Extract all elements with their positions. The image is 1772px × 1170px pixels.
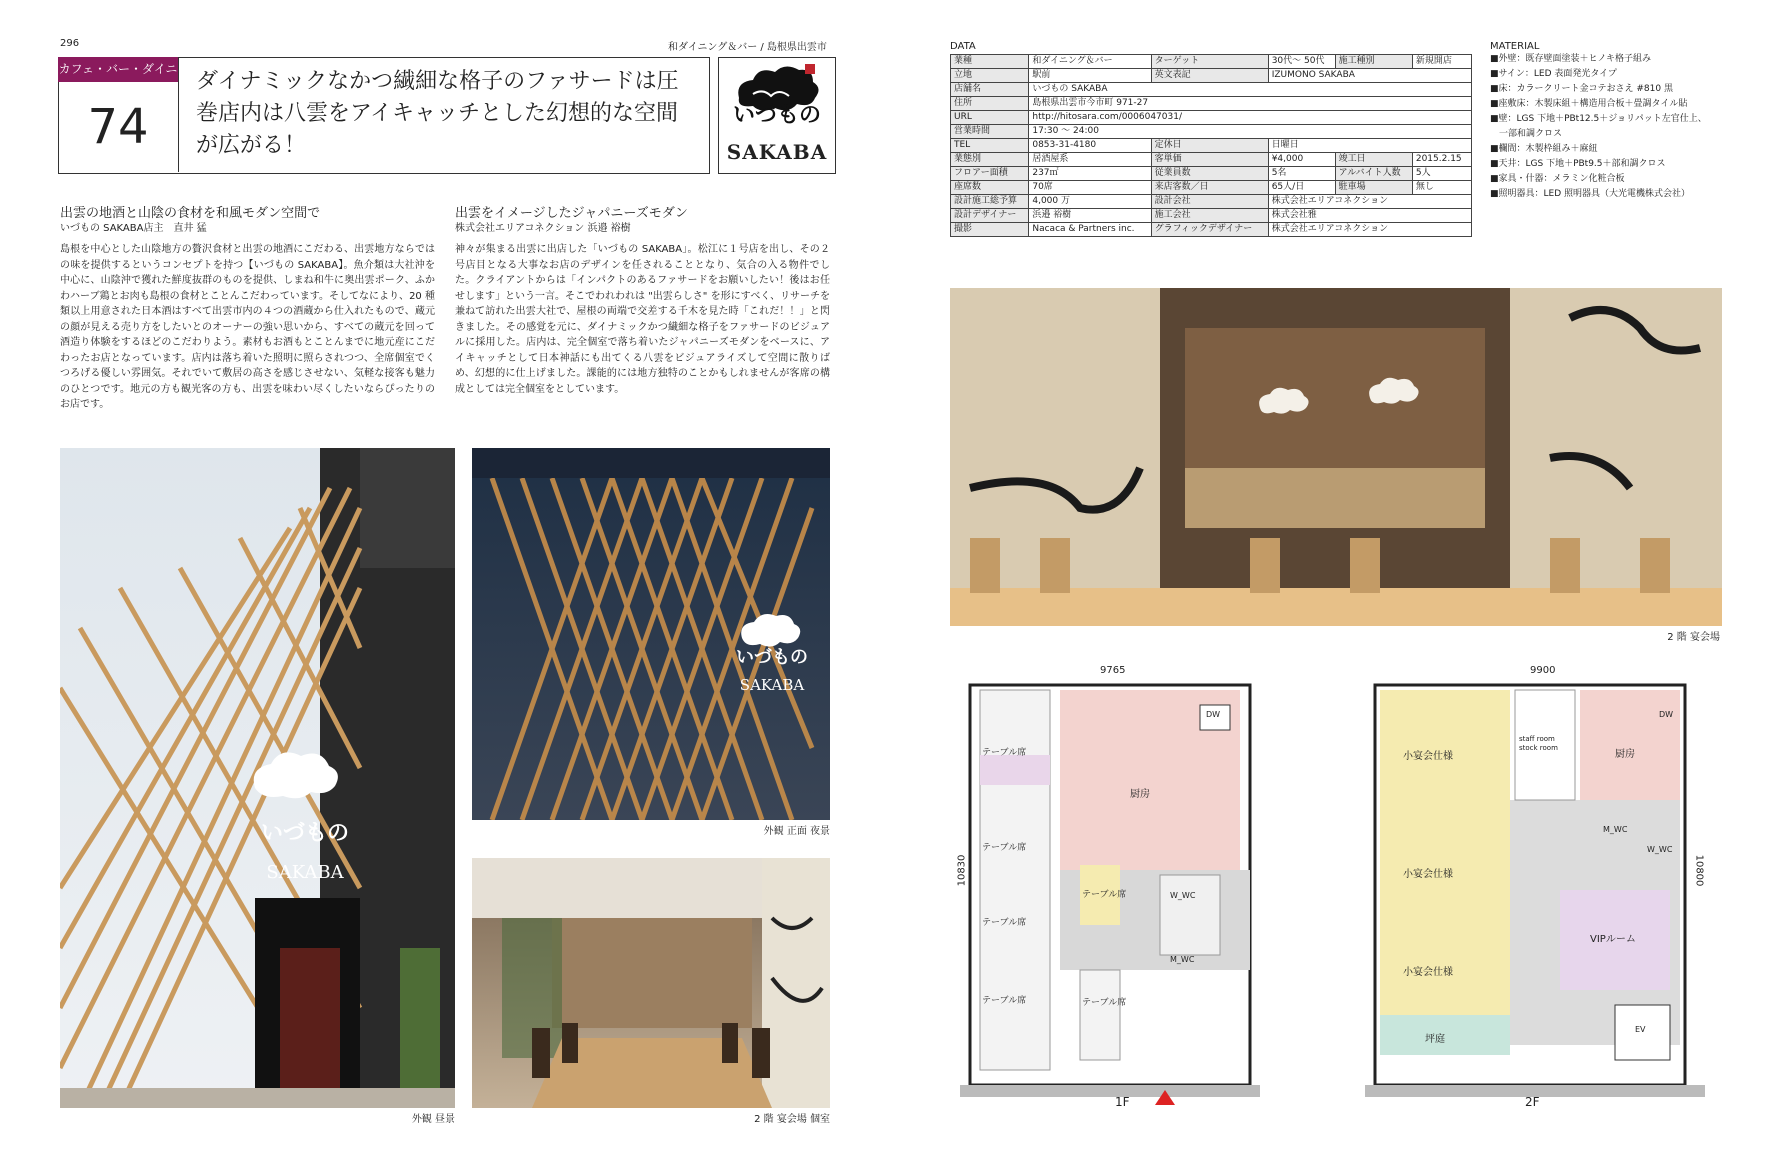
plan-1f-floor-label: 1F xyxy=(1115,1095,1130,1109)
data-table-label: TEL xyxy=(951,139,1029,153)
data-table-value: 駅前 xyxy=(1029,69,1151,83)
cloud-logo-icon xyxy=(719,58,835,138)
plan-1f-room-mwc: M_WC xyxy=(1170,955,1195,964)
plan-2f-room-1: 小宴会仕様 xyxy=(1403,751,1453,762)
data-table-label: ターゲット xyxy=(1151,55,1268,69)
shop-logo xyxy=(718,57,836,174)
data-table-label: 撮影 xyxy=(951,223,1029,237)
floor-plan-1f xyxy=(956,665,1260,1115)
data-table-value: 日曜日 xyxy=(1268,139,1471,153)
plan-2f-room-garden: 坪庭 xyxy=(1425,1034,1445,1045)
svg-text:いづもの: いづもの xyxy=(736,647,808,668)
data-table-value: http://hitosara.com/0006047031/ xyxy=(1029,111,1472,125)
title-divider xyxy=(178,57,179,172)
plan-2f-room-ev: EV xyxy=(1635,1025,1646,1034)
data-table-row xyxy=(951,55,1472,69)
data-table-value: IZUMONO SAKABA xyxy=(1268,69,1471,83)
category-label: カフェ・バー・ダイニング xyxy=(58,57,178,82)
data-table-label: 竣工日 xyxy=(1335,153,1412,167)
material-item: ■床：カラークリート金コテおさえ #810 黒 xyxy=(1490,84,1673,94)
data-table-value: 島根県出雲市今市町 971-27 xyxy=(1029,97,1472,111)
running-head: 和ダイニング＆バー / 島根県出雲市 xyxy=(668,42,827,53)
data-table-label: 店舗名 xyxy=(951,83,1029,97)
photo-interior-banquet xyxy=(950,288,1722,626)
data-table-value: 株式会社雅 xyxy=(1268,209,1471,223)
svg-text:いづもの: いづもの xyxy=(260,820,350,846)
data-table-value: 株式会社エリアコネクション xyxy=(1268,195,1471,209)
data-table-row xyxy=(951,195,1472,209)
data-table-row xyxy=(951,69,1472,83)
col2-subtitle: 出雲をイメージしたジャパニーズモダン xyxy=(455,206,688,221)
data-table-label: 設計施工総予算 xyxy=(951,195,1029,209)
col2-body: 神々が集まる出雲に出店した「いづもの SAKABA」。松江に１号店を出し、その２号店目となる大事なお店のデザインを任されることとなり、気合の入る物件でした。クライアントからは「インパクトのあるファサードをお願いしたい！後はお任せします」という一言。そこでわれわれは "出雲らしさ" を形にすべく、リサーチを兼ねて訪れた出雲大社で、屋根の両端で交差する千木を見た時「これだ！！」と閃きました。その感覚を元に、ダイナミックかつ繊細な格子をファサードのビジュアルに採用した。店内は、完全個室で落ち着いたジャパニーズモダンをベースに、アイキャッチとして日本神話にも出てくる八雲をビジュアライズして空間に散りばめ、幻想的に仕上げました。課能的には地方独特のことかもしれませんが客席の構成としては完全個室をとしています。 xyxy=(455,244,830,395)
data-table-row xyxy=(951,125,1472,139)
data-table-row xyxy=(951,167,1472,181)
plan-1f-room-dw: DW xyxy=(1206,710,1221,719)
material-item: ■欄間：木製枠組み＋麻紐 xyxy=(1490,144,1598,154)
photo-private-room xyxy=(472,858,830,1108)
floor-plan-2f xyxy=(1365,665,1720,1115)
caption-front-night: 外観 正面 夜景 xyxy=(763,826,830,837)
data-heading: DATA xyxy=(950,41,976,52)
data-table-label: 座席数 xyxy=(951,181,1029,195)
plan-2f-room-wwc: W_WC xyxy=(1647,845,1673,854)
plan-2f-room-vip: VIPルーム xyxy=(1590,934,1636,945)
data-table-value: 2015.2.15 xyxy=(1412,153,1471,167)
photo-exterior-day xyxy=(60,448,455,1108)
plan-1f-width-dim: 9765 xyxy=(1100,665,1126,676)
data-table-value: 0853-31-4180 xyxy=(1029,139,1151,153)
data-table-row xyxy=(951,139,1472,153)
plan-1f-room-3: テーブル席 xyxy=(982,918,1027,928)
data-table-label: 住所 xyxy=(951,97,1029,111)
plan-1f-room-kitchen: 厨房 xyxy=(1130,789,1150,800)
data-table-label: 業種 xyxy=(951,55,1029,69)
data-table-row xyxy=(951,83,1472,97)
plan-1f-room-wwc: W_WC xyxy=(1170,891,1196,900)
data-table-row xyxy=(951,97,1472,111)
data-table-row xyxy=(951,111,1472,125)
data-table-label: 設計会社 xyxy=(1151,195,1268,209)
data-table-label: 施工会社 xyxy=(1151,209,1268,223)
caption-interior-banquet: 2 階 宴会場 xyxy=(1667,632,1720,643)
data-table-value: 株式会社エリアコネクション xyxy=(1268,223,1471,237)
plan-1f-height-dim: 10830 xyxy=(956,854,968,887)
caption-exterior-day: 外観 昼景 xyxy=(411,1114,455,1125)
data-table-value: ¥4,000 xyxy=(1268,153,1335,167)
plan-2f-room-staff: staff room stock room xyxy=(1519,735,1558,752)
col1-subtitle: 出雲の地酒と山陰の食材を和風モダン空間で xyxy=(60,206,321,221)
data-table-value: いづもの SAKABA xyxy=(1029,83,1472,97)
data-table-label: 従業員数 xyxy=(1151,167,1268,181)
data-table-label: 設計デザイナー xyxy=(951,209,1029,223)
logo-line2: SAKABA xyxy=(726,140,828,164)
col1-body: 島根を中心とした山陰地方の贅沢食材と出雲の地酒にこだわる、出雲地方ならではの味を提供するというコンセプトを持つ【いづもの SAKABA】。魚介類は大社沖を中心に、山陰沖で獲れた鮮度抜群のものを提供、しまね和牛に奥出雲ポーク、ふかわハーブ鶏とお肉も島根の食材とことんこだわっています。そしてなにより、20 種類以上用意された日本酒はすべて出雲市内の４つの酒蔵から仕入れたもので、蔵元の顔が見える売り方をしたいとのオーナーの強い思いから、すべての蔵元を回って酒造り体験をするほどのこだわりよう。素材もお酒もとことんまでに地元産にこだわったお店となっています。店内は落ち着いた照明に照らされつつ、全席個室でくつろげる優しい雰囲気。それでいて敷居の高さを感じさせない、気軽な接客も魅力のひとつです。地元の方も観光客の方も、出雲を味わい尽くしたいならぴったりのお店です。 xyxy=(60,244,435,410)
plan-2f-room-mwc: M_WC xyxy=(1603,825,1628,834)
data-table-value: 70席 xyxy=(1029,181,1151,195)
col1-byline: いづもの SAKABA店主 直井 猛 xyxy=(60,223,207,234)
material-item: 一部和調クロス xyxy=(1490,129,1563,139)
plan-2f-room-dw: DW xyxy=(1659,710,1674,719)
plan-2f-width-dim: 9900 xyxy=(1530,665,1556,676)
data-table-value: 新規開店 xyxy=(1412,55,1471,69)
data-table-label: 施工種別 xyxy=(1335,55,1412,69)
data-table-value: 浜邉 裕樹 xyxy=(1029,209,1151,223)
data-table-value: 居酒屋系 xyxy=(1029,153,1151,167)
data-table-label: 来店客数／日 xyxy=(1151,181,1268,195)
caption-private-room: 2 階 宴会場 個室 xyxy=(754,1114,830,1125)
article-number: 74 xyxy=(87,99,149,155)
material-item: ■外壁：既存壁面塗装＋ヒノキ格子組み xyxy=(1490,54,1652,64)
data-table-label: 駐車場 xyxy=(1335,181,1412,195)
plan-1f-room-5: テーブル席 xyxy=(1082,890,1127,900)
material-item: ■家具・什器：メラミン化粧合板 xyxy=(1490,174,1625,184)
data-table-label: フロアー面積 xyxy=(951,167,1029,181)
data-table-label: アルバイト人数 xyxy=(1335,167,1412,181)
material-item: ■照明器具：LED 照明器具（大光電機株式会社） xyxy=(1490,189,1690,199)
data-table-label: 英文表記 xyxy=(1151,69,1268,83)
plan-2f-height-dim: 10800 xyxy=(1693,854,1705,887)
plan-2f-room-3: 小宴会仕様 xyxy=(1403,967,1453,978)
svg-text:SAKABA: SAKABA xyxy=(739,676,805,694)
plan-1f-room-4: テーブル席 xyxy=(982,996,1027,1006)
plan-1f-room-1: テーブル席 xyxy=(982,748,1027,758)
plan-2f-room-kitchen: 厨房 xyxy=(1615,749,1635,760)
headline: ダイナミックなかつ繊細な格子のファサードは圧巻店内は八雲をアイキャッチとした幻想的な空間が広がる！ xyxy=(196,69,679,158)
plan-1f-room-2: テーブル席 xyxy=(982,843,1027,853)
data-table-label: 立地 xyxy=(951,69,1029,83)
data-table-row xyxy=(951,181,1472,195)
data-table-value: 17:30 ～ 24:00 xyxy=(1029,125,1472,139)
data-table-label: URL xyxy=(951,111,1029,125)
material-heading: MATERIAL xyxy=(1490,41,1540,52)
data-table-label: 営業時間 xyxy=(951,125,1029,139)
data-table-value: 4,000 万 xyxy=(1029,195,1151,209)
data-table-label: 客単価 xyxy=(1151,153,1268,167)
data-table-label: グラフィックデザイナー xyxy=(1151,223,1268,237)
material-list xyxy=(1490,52,1760,202)
data-table-value: Nacaca & Partners inc. xyxy=(1029,223,1151,237)
data-table-row xyxy=(951,223,1472,237)
data-table-value: 和ダイニング＆バー xyxy=(1029,55,1151,69)
data-table-value: 5人 xyxy=(1412,167,1471,181)
data-table-value: 30代～ 50代 xyxy=(1268,55,1335,69)
svg-text:SAKABA: SAKABA xyxy=(266,862,344,883)
plan-2f-room-2: 小宴会仕様 xyxy=(1403,869,1453,880)
logo-line1: いづもの xyxy=(732,102,822,128)
page-number: 296 xyxy=(60,38,80,49)
plan-2f-floor-label: 2F xyxy=(1525,1095,1540,1109)
data-table xyxy=(950,54,1472,237)
photo-front-night xyxy=(472,448,830,820)
data-table-value: 無し xyxy=(1412,181,1471,195)
plan-1f-room-6: テーブル席 xyxy=(1082,998,1127,1008)
material-item: ■天井：LGS 下地＋PBt9.5＋部和調クロス xyxy=(1490,159,1666,169)
material-item: ■座敷床：木製床組＋構造用合板＋畳調タイル貼 xyxy=(1490,99,1688,109)
data-table-row xyxy=(951,153,1472,167)
data-table-value: 237㎡ xyxy=(1029,167,1151,181)
col2-byline: 株式会社エリアコネクション 浜邉 裕樹 xyxy=(455,223,631,234)
material-item: ■壁：LGS 下地＋PBt12.5＋ジョリパット左官仕上、 xyxy=(1490,114,1707,124)
data-table-value: 5名 xyxy=(1268,167,1335,181)
data-table-value: 65人/日 xyxy=(1268,181,1335,195)
data-table-row xyxy=(951,209,1472,223)
data-table-label: 定休日 xyxy=(1151,139,1268,153)
data-table-label: 業態別 xyxy=(951,153,1029,167)
material-item: ■サイン：LED 表面発光タイプ xyxy=(1490,69,1617,79)
